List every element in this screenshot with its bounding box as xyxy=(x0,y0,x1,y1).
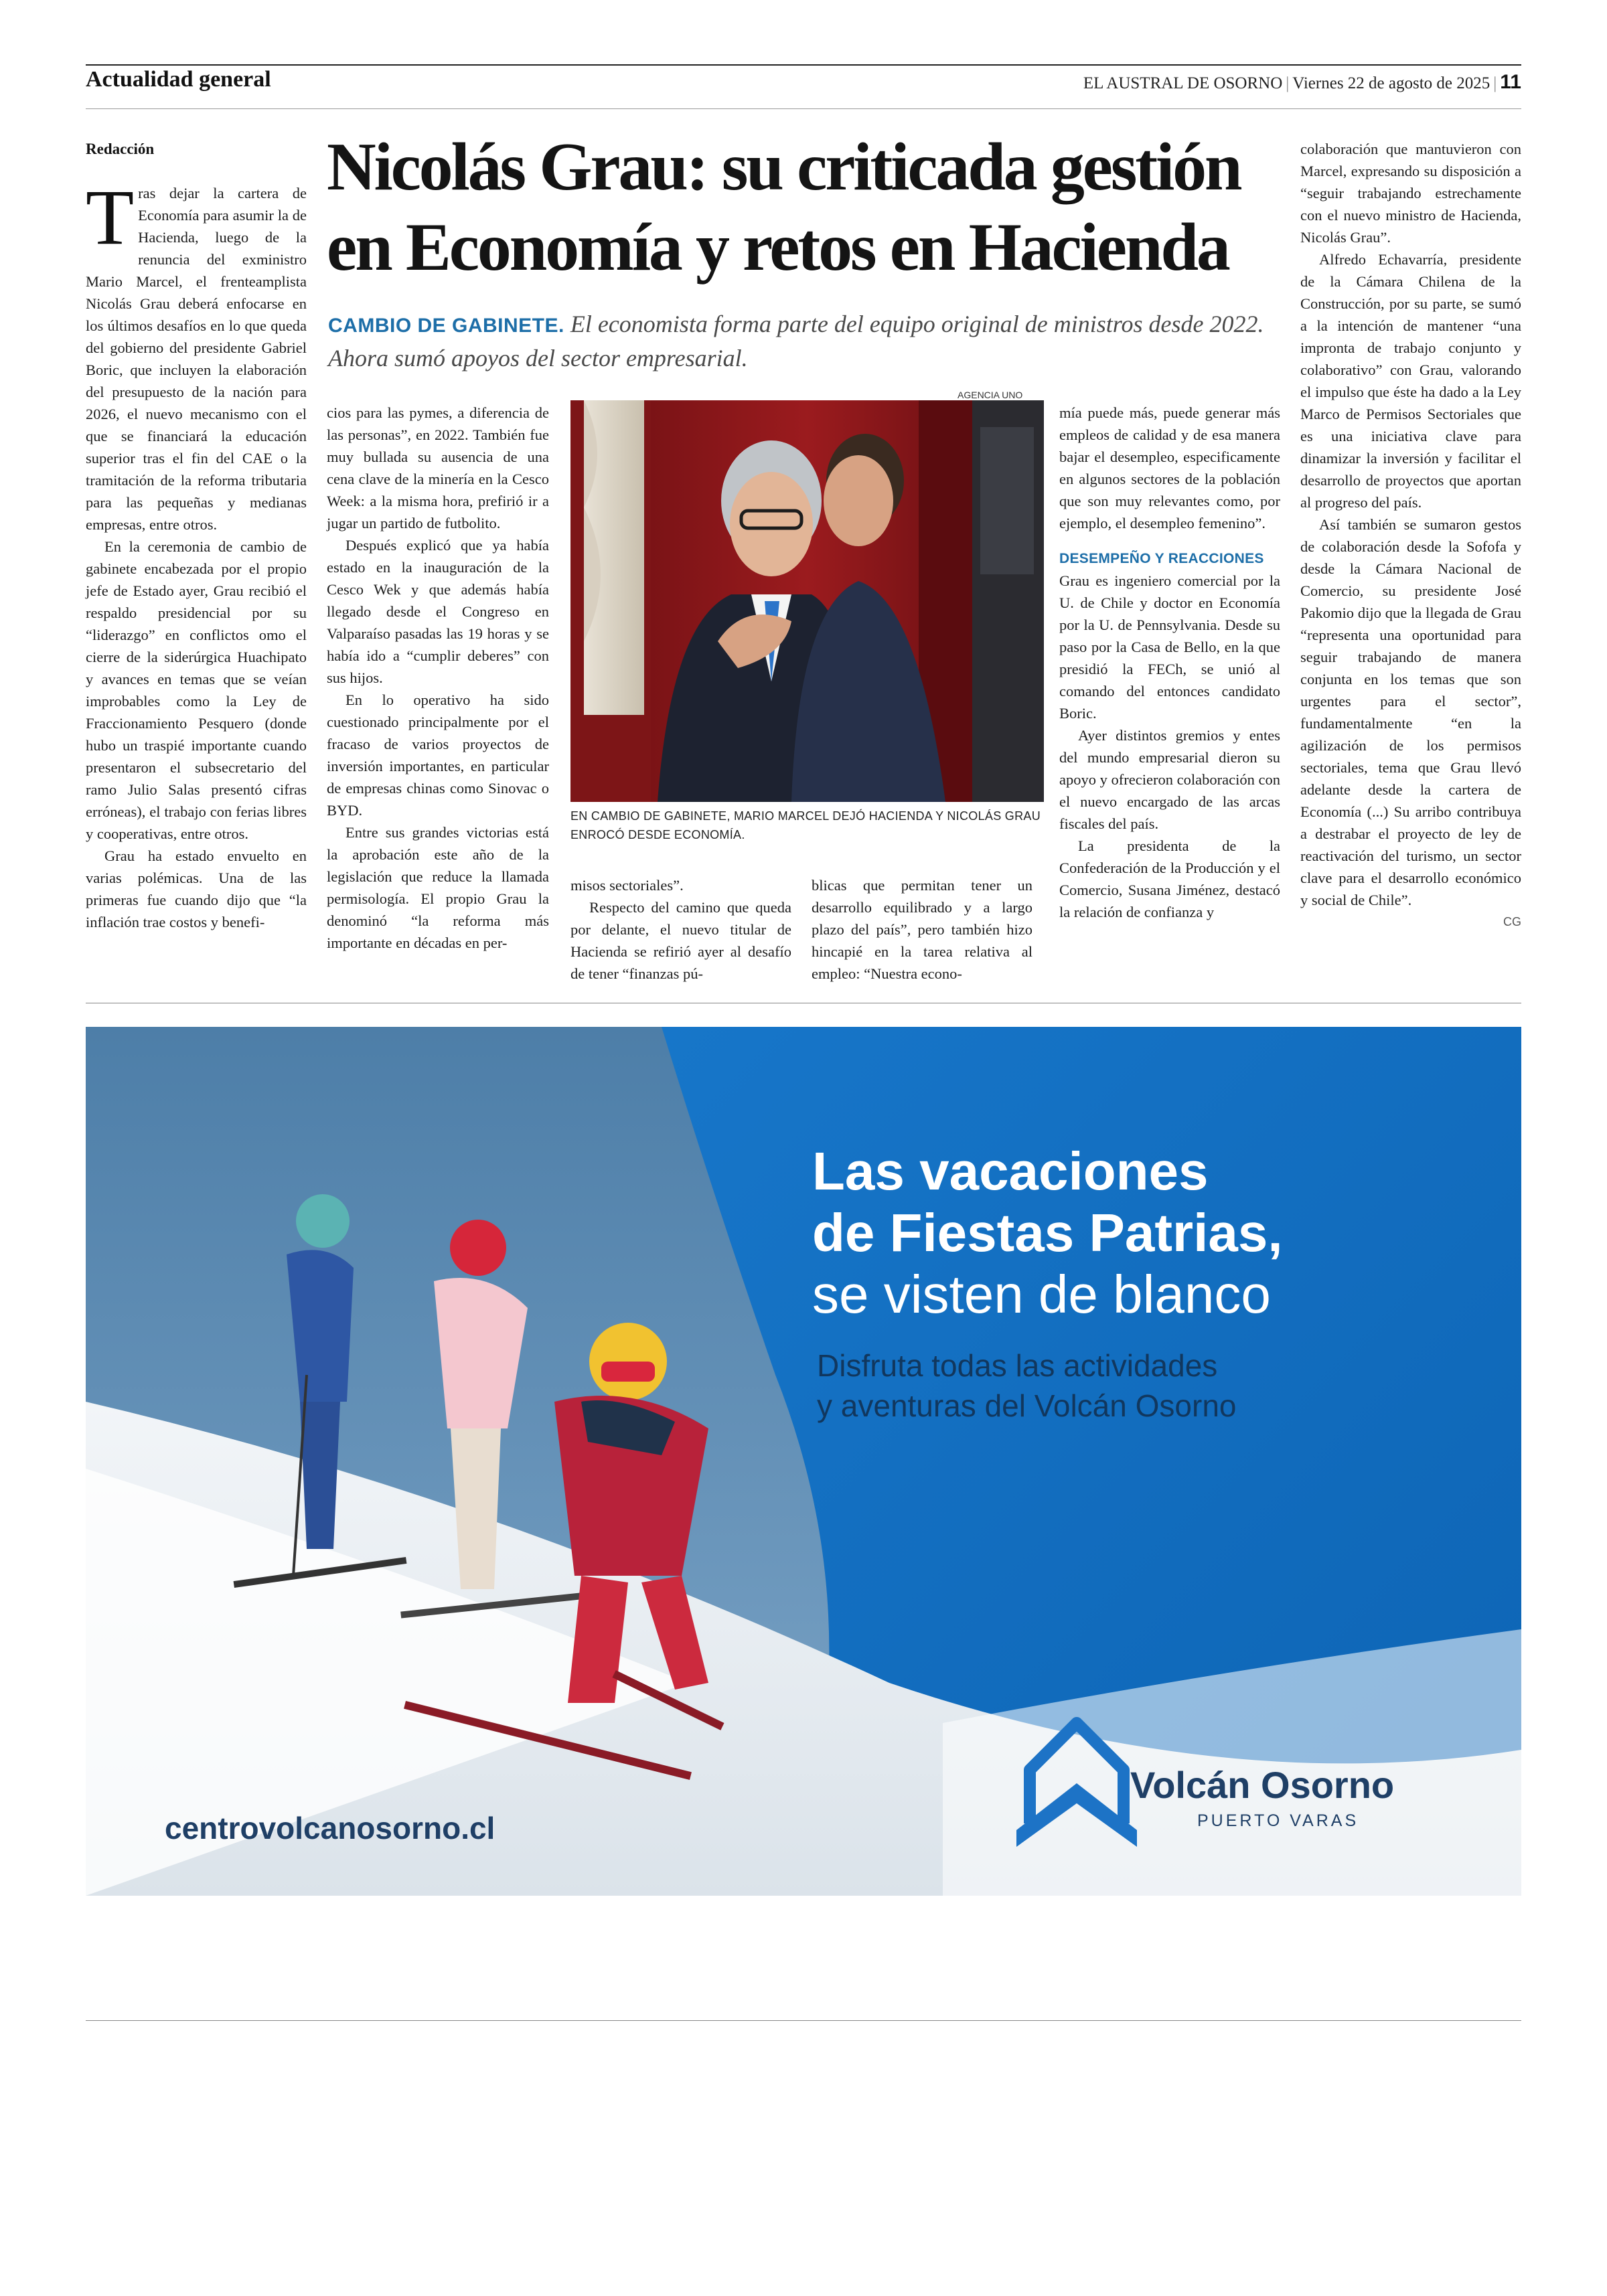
column-4 xyxy=(812,874,1032,985)
subhead: DESEMPEÑO Y REACCIONES xyxy=(1059,551,1264,566)
kicker: CAMBIO DE GABINETE. xyxy=(328,315,564,337)
page-number: 11 xyxy=(1500,71,1521,93)
paragraph: Entre sus grandes victorias está la aprobación este año de la legislación que reduce la llamada permisología. El propio Grau la denominó “la reforma más importante en décadas en per- xyxy=(327,824,549,951)
ad-subheadline-line: y aventuras del Volcán Osorno xyxy=(817,1388,1237,1423)
column-5 xyxy=(1059,402,1280,923)
byline: Redacción xyxy=(86,141,155,157)
column-3 xyxy=(570,874,791,985)
ad-headline-line: de Fiestas Patrias, xyxy=(812,1203,1283,1262)
article-photo xyxy=(570,400,1044,802)
ad-subheadline xyxy=(817,1345,1236,1426)
paragraph: misos sectoriales”. xyxy=(570,877,684,894)
page-header xyxy=(86,64,1521,99)
newspaper-name: EL AUSTRAL DE OSORNO xyxy=(1083,74,1283,92)
dropcap: T xyxy=(86,173,135,261)
column-1 xyxy=(86,173,307,933)
paragraph: La presidenta de la Confederación de la Producción y el Comercio, Susana Jiménez, destacó la relación de confianza y xyxy=(1059,837,1280,920)
headline: Nicolás Grau: su criticada gestión en Economía y retos en Hacienda xyxy=(327,129,1241,285)
deck-text: El economista forma parte del equipo original de ministros desde 2022. Ahora sumó apoyos del sector empresarial. xyxy=(328,311,1264,372)
photo-illustration xyxy=(570,400,1044,802)
column-2 xyxy=(327,402,549,954)
section-name: Actualidad general xyxy=(86,67,271,92)
paragraph: En la ceremonia de cambio de gabinete encabezada por el propio jefe de Estado ayer, Grau recibió el respaldo presidencial por su “liderazgo” en conflictos omo el cierre de la siderúrgica Huachipato y avances en temas que se veían improbables como la Ley de Fraccionamiento Pesquero (donde hubo un traspié importante cuando presentaron el subsecretario del ramo Julio Salas presentó cifras erróneas), el trabajo con ferias libres y cooperativas, entre otros. xyxy=(86,538,307,842)
paragraph: Tras dejar la cartera de Economía para asumir la de Hacienda, luego de la renuncia del exministro Mario Marcel, el frenteamplista Nicolás Grau deberá enfocarse en los últimos desafíos en lo que queda del gobierno del presidente Gabriel Boric, que incluyen la elaboración del presupuesto de la nación para 2026, el nuevo mecanismo con el que se financiará la educación superior tras el fin del CAE o la tramitación de la reforma tributaria para las pequeñas y medianas empresas, entre otros. xyxy=(86,173,307,533)
ad-brand-sub: PUERTO VARAS xyxy=(1197,1811,1359,1830)
photo-credit: AGENCIA UNO xyxy=(958,390,1023,400)
top-rule xyxy=(86,64,1521,66)
paragraph: blicas que permitan tener un desarrollo equilibrado y a largo plazo del país”, pero también hizo hincapié en la tarea relativa al empleo: “Nuestra econo- xyxy=(812,877,1032,982)
paragraph: mía puede más, puede generar más empleos de calidad y de esa manera bajar el desempleo, especificamente en algunos sectores de la población que son muy relevantes como, por ejemplo, el desempleo femenino”. xyxy=(1059,404,1280,531)
column-6 xyxy=(1300,138,1521,933)
page-bottom-rule xyxy=(86,2020,1521,2021)
paragraph: Después explicó que ya había estado en la inauguración de la Cesco Wek y que además había llegado desde el Congreso en Valparaíso pasadas las 19 horas y se había ido a “cumplir deberes” con sus hijos. xyxy=(327,537,549,686)
end-mark: CG xyxy=(1503,915,1521,928)
paragraph: cios para las pymes, a diferencia de las personas”, en 2022. También fue muy bullada su ausencia de una cena clave de la minería en la Cesco Week: a la misma hora, prefirió ir a jugar un partido de futbolito. xyxy=(327,404,549,531)
ad-subheadline-line: Disfruta todas las actividades xyxy=(817,1348,1218,1383)
ad-brand-name: Volcán Osorno xyxy=(1130,1764,1395,1806)
paragraph: Alfredo Echavarría, presidente de la Cámara Chilena de la Construcción, por su parte, se sumó a la intención de mantener “una impronta de trabajo conjunto y colaborativo” con Grau, valorando el impulso que éste ha dado a la Ley Marco de Permisos Sectoriales que es una iniciativa clave para dinamizar la inversión y facilitar el desarrollo de proyectos que aportan al progreso del país. xyxy=(1300,251,1521,511)
advertisement xyxy=(86,1027,1521,1896)
header-rule xyxy=(86,108,1521,109)
paragraph: En lo operativo ha sido cuestionado principalmente por el fracaso de varios proyectos de inversión importantes, en particular de empresas chinas como Sinovac o BYD. xyxy=(327,691,549,819)
deck xyxy=(328,308,1286,374)
paragraph: colaboración que mantuvieron con Marcel, expresando su disposición a “seguir trabajando estrechamente con el nuevo ministro de Hacienda, Nicolás Grau”. xyxy=(1300,141,1521,246)
paragraph: Respecto del camino que queda por delante, el nuevo titular de Hacienda se refirió ayer al desafío de tener “finanzas pú- xyxy=(570,899,791,982)
paragraph: Grau es ingeniero comercial por la U. de Chile y doctor en Economía por la U. de Pennsylvania. Desde su paso por la Casa de Bello, en la que presidió la FECh, se unió al comando del entonces candidato Boric. xyxy=(1059,572,1280,722)
photo-caption: EN CAMBIO DE GABINETE, MARIO MARCEL DEJÓ HACIENDA Y NICOLÁS GRAU ENROCÓ DESDE ECONOMÍA. xyxy=(570,809,1041,841)
ad-headline-line: se visten de blanco xyxy=(812,1264,1271,1324)
paragraph: Grau ha estado envuelto en varias polémicas. Una de las primeras fue cuando dijo que “la inflación trae costos y benefi- xyxy=(86,847,307,930)
issue-date: Viernes 22 de agosto de 2025 xyxy=(1292,74,1490,92)
ad-url: centrovolcanosorno.cl xyxy=(165,1811,495,1846)
paragraph: Así también se sumaron gestos de colaboración desde la Sofofa y desde la Cámara Nacional de Comercio, su presidente José Pakomio dijo que la llegada de Grau “representa una oportunidad para seguir trabajando de manera conjunta en los temas que son urgentes para el sector”, fundamentalmente “en la agilización de los permisos sectoriales, tema que Grau llevó adelante desde la cartera de Economía (...) Su arribo contribuya a destrabar el proyecto de ley de reactivación del turismo, un sector clave para el desarrollo económico y social de Chile”. xyxy=(1300,516,1521,908)
ad-headline-line: Las vacaciones xyxy=(812,1141,1209,1201)
masthead: EL AUSTRAL DE OSORNO | Viernes 22 de agosto de 2025 | 11 xyxy=(1083,71,1521,93)
ad-headline xyxy=(812,1141,1283,1325)
paragraph: Ayer distintos gremios y entes del mundo empresarial dieron su apoyo y ofrecieron colaboración con el nuevo encargado de las arcas fiscales del país. xyxy=(1059,727,1280,832)
